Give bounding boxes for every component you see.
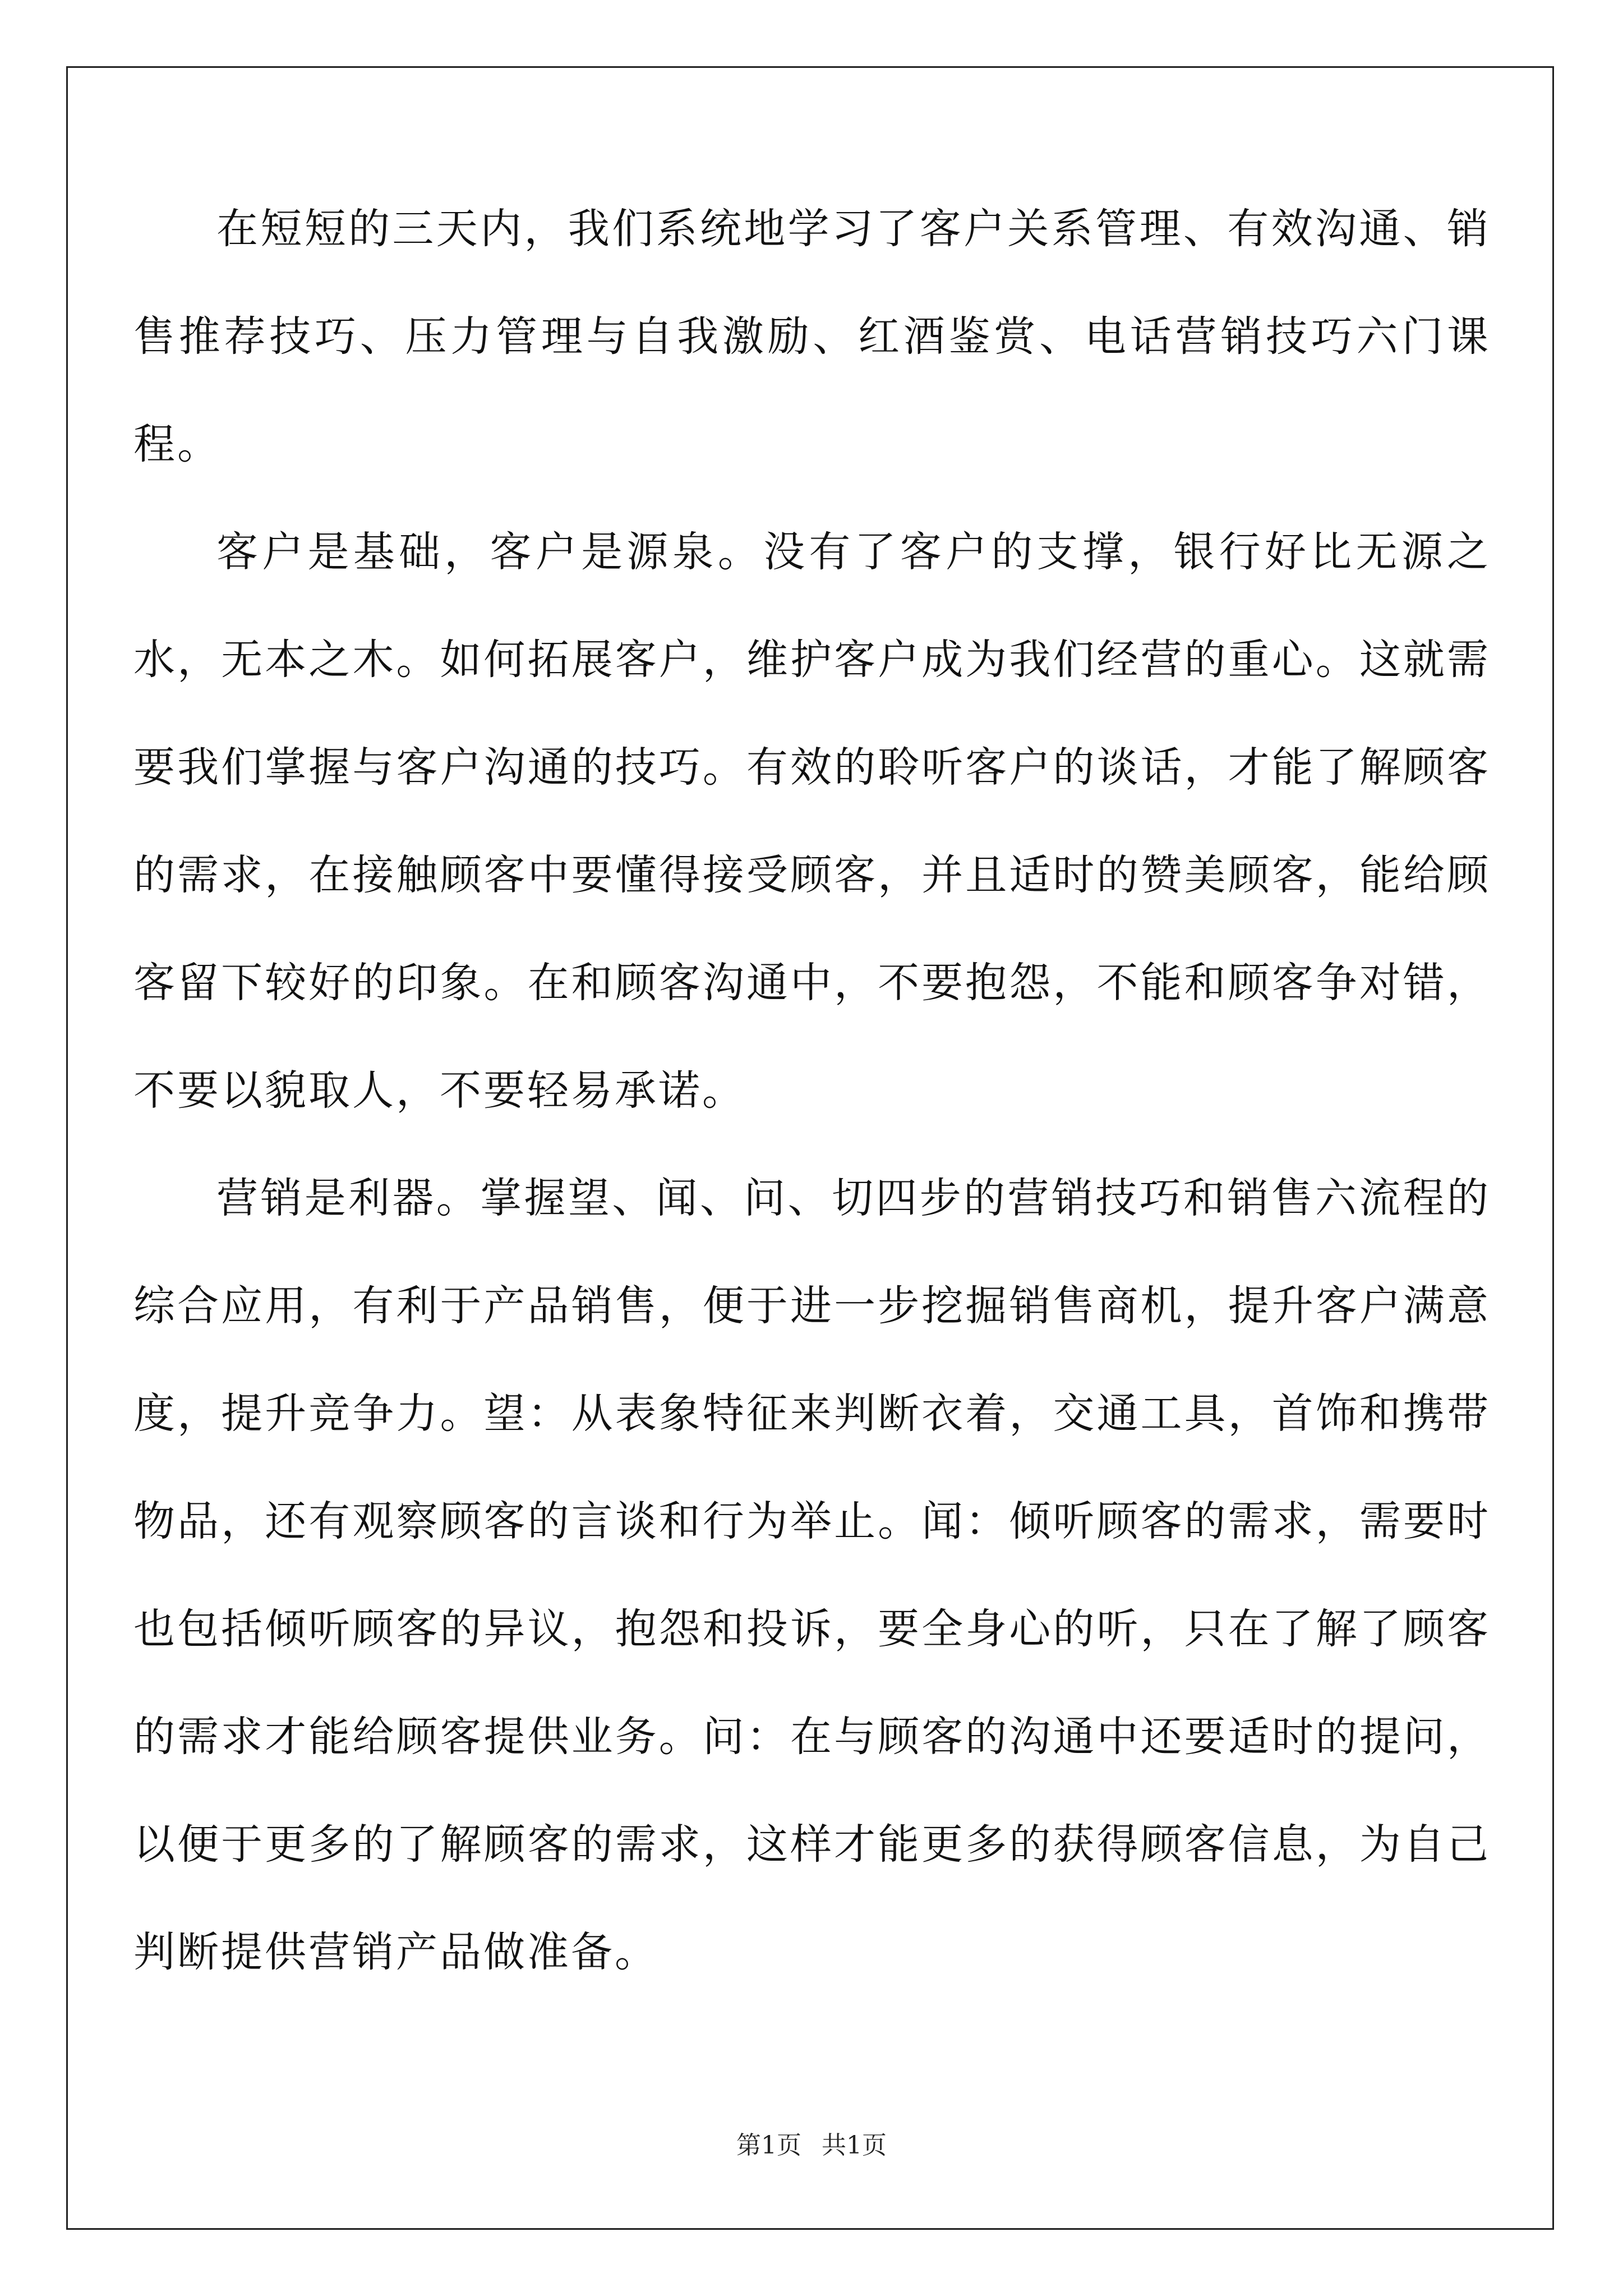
page-footer — [0, 2129, 1623, 2162]
paragraph-marketing: 营销是利器。掌握望、闻、问、切四步的营销技巧和销售六流程的综合应用，有利于产品销售，便于进一步挖掘销售商机，提升客户满意度，提升竞争力。望：从表象特征来判断衣着，交通工具，首饰和携带物品，还有观察顾客的言谈和行为举止。闻：倾听顾客的需求，需要时也包括倾听顾客的异议，抱怨和投诉，要全身心的听，只在了解了顾客的需求才能给顾客提供业务。问：在与顾客的沟通中还要适时的提问，以便于更多的了解顾客的需求，这样才能更多的获得顾客信息，为自己判断提供营销产品做准备。 — [133, 1174, 1491, 1976]
page-total: 共1页 — [822, 2131, 887, 2160]
paragraph-courses: 在短短的三天内，我们系统地学习了客户关系管理、有效沟通、销售推荐技巧、压力管理与自我激励、红酒鉴赏、电话营销技巧六门课程。 — [133, 205, 1491, 468]
paragraph-customers: 客户是基础，客户是源泉。没有了客户的支撑，银行好比无源之水，无本之木。如何拓展客户，维护客户成为我们经营的重心。这就需要我们掌握与客户沟通的技巧。有效的聆听客户的谈话，才能了解顾客的需求，在接触顾客中要懂得接受顾客，并且适时的赞美顾客，能给顾客留下较好的印象。在和顾客沟通中，不要抱怨，不能和顾客争对错，不要以貌取人，不要轻易承诺。 — [133, 528, 1491, 1115]
document-body — [133, 175, 1491, 2006]
page-number: 第1页 — [736, 2131, 801, 2160]
